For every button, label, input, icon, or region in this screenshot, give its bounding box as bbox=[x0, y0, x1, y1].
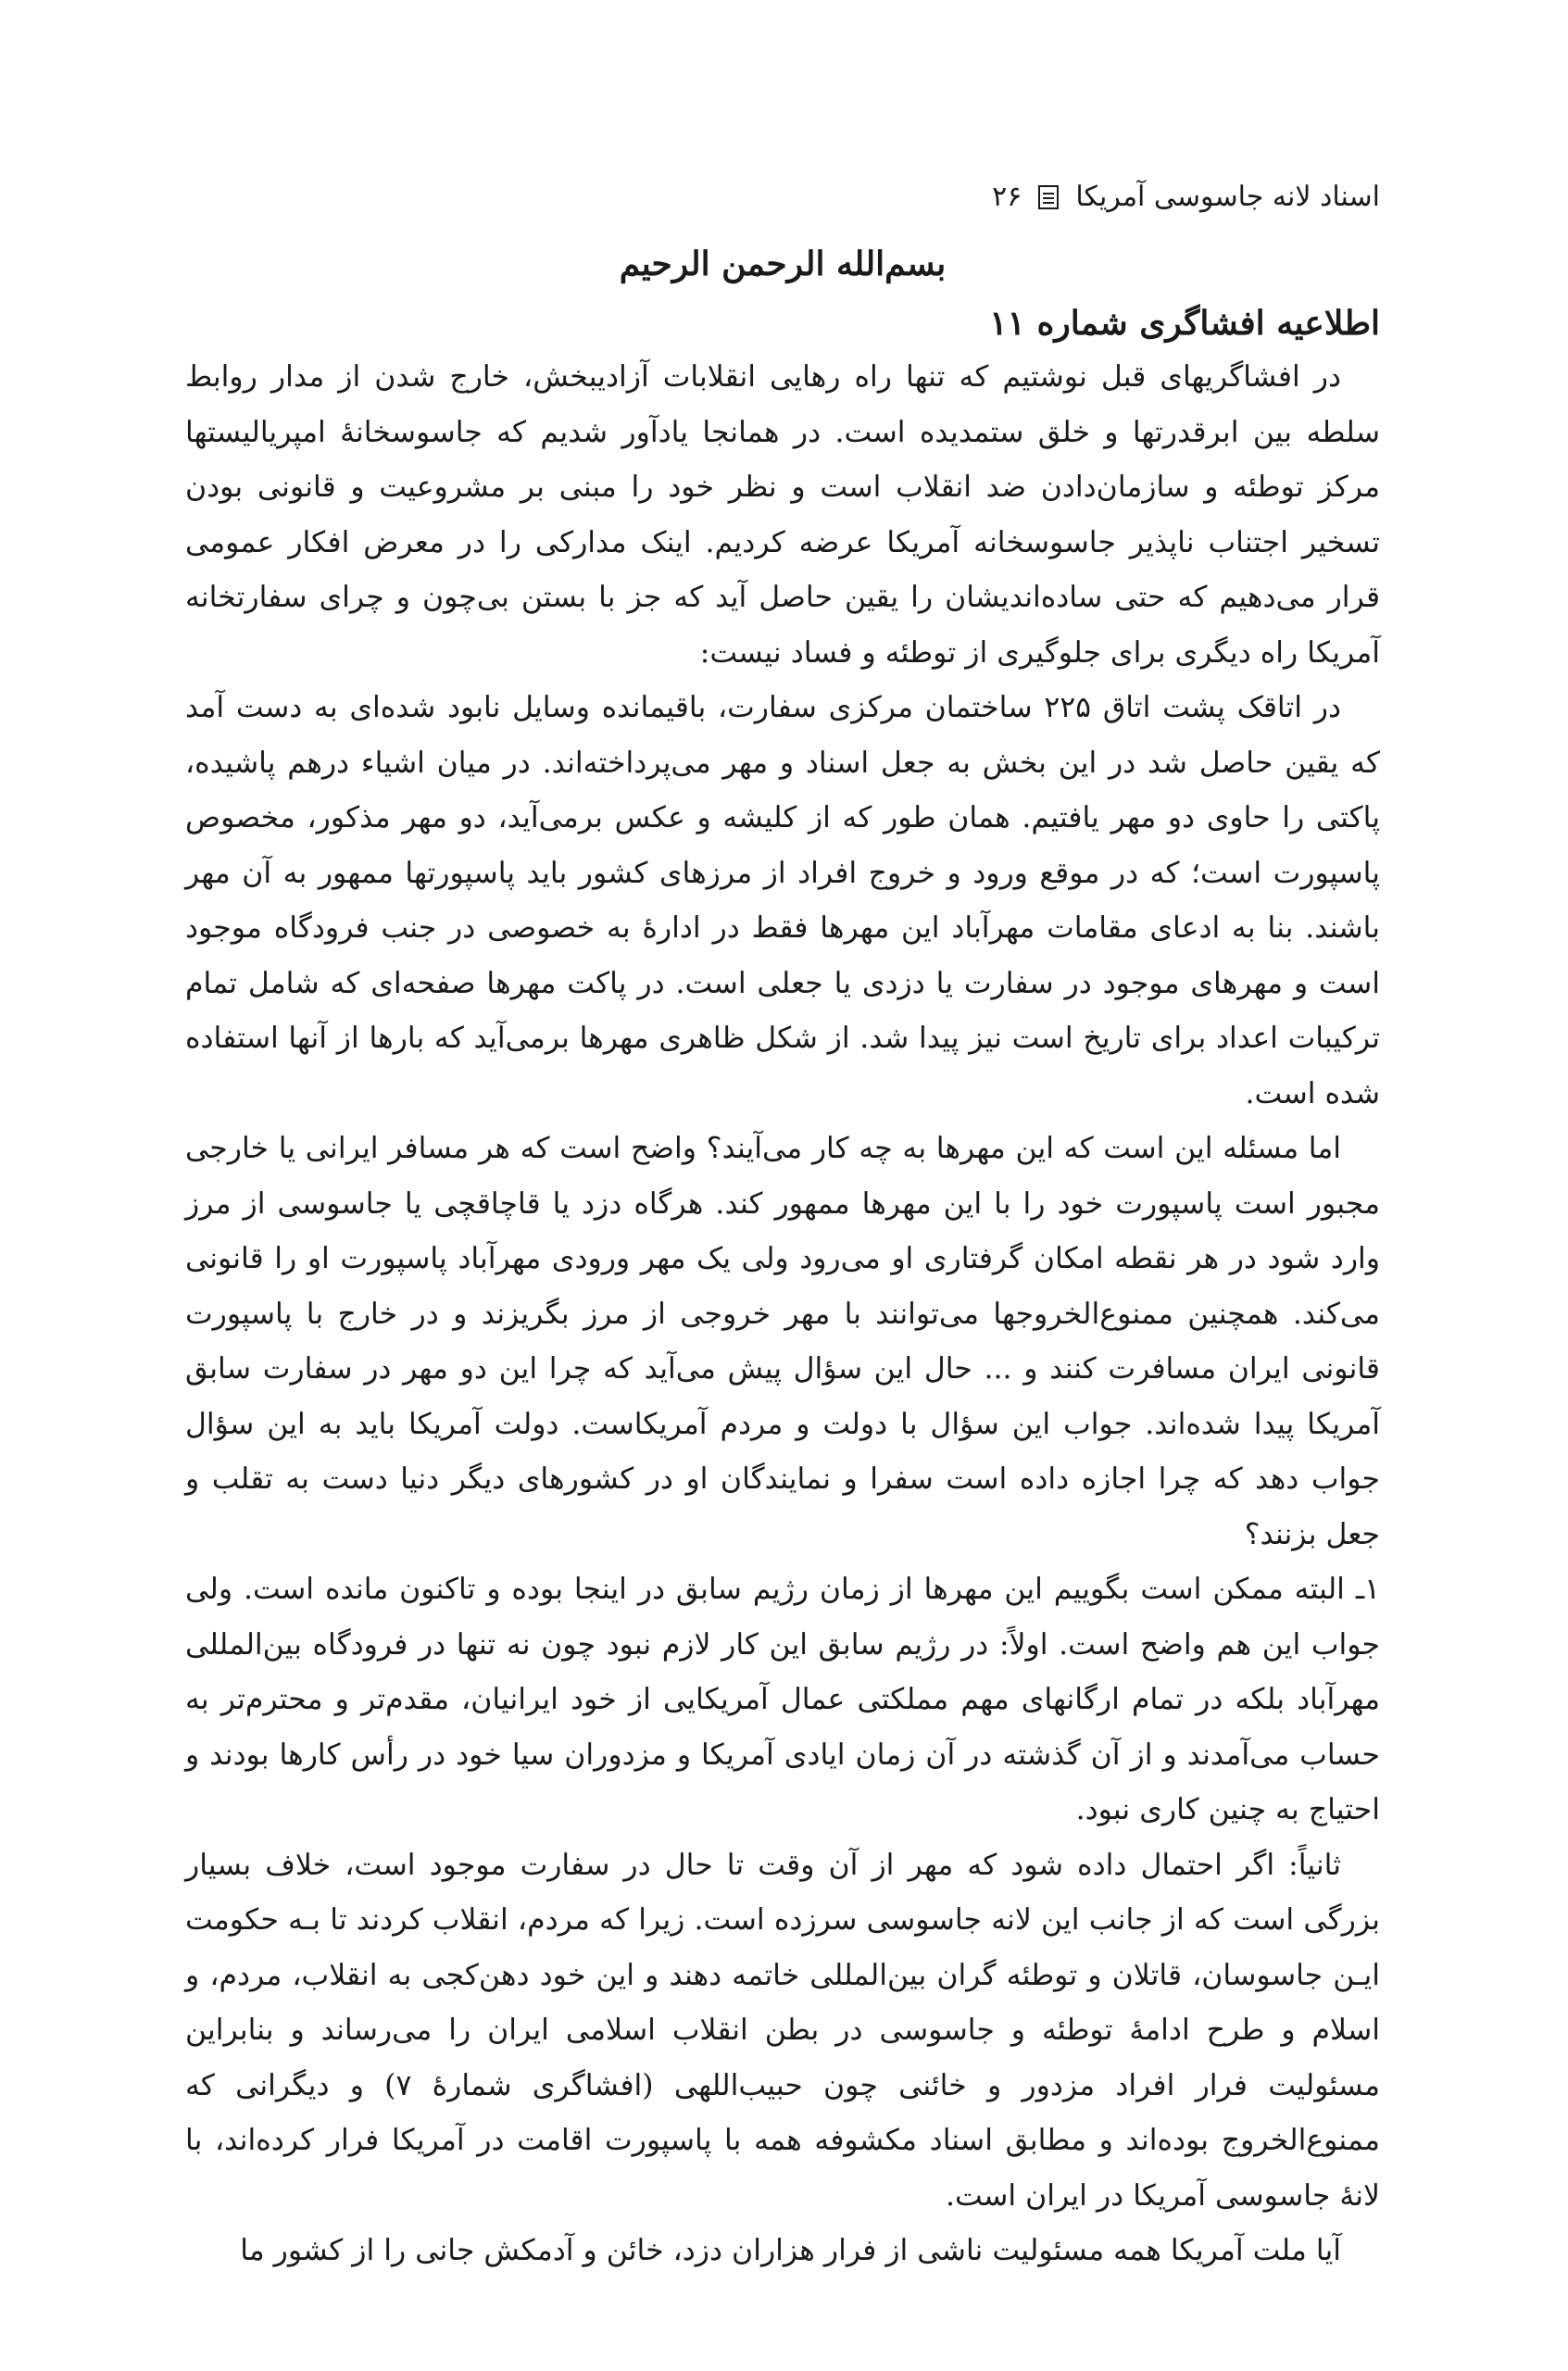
paragraph: ثانیاً: اگر احتمال داده شود که مهر از آن وقت تا حال در سفارت موجود است، خلاف بسیار بزرگی است که از جانب این لانه جاسوسی سرزده است. زیرا که مردم، انقلاب کردند تا بـه حکومت ایـن جاسوسان، قاتلان و توطئه گران بین‌المللی خاتمه دهند و این خود دهن‌کجی به انقلاب، مردم، و اسلام و طرح ادامهٔ توطئه و جاسوسی در بطن انقلاب اسلامی ایران را می‌رساند و بنابراین مسئولیت فرار افراد مزدور و خائنی چون حبیب‌اللهی (افشاگری شمارهٔ ۷) و دیگرانی که ممنوع‌الخروج بوده‌اند و مطابق اسناد مکشوفه همه با پاسپورت اقامت در آمریکا فرار کرده‌اند، با لانهٔ جاسوسی آمریکا در ایران است. bbox=[185, 1848, 1381, 2213]
running-header-right bbox=[992, 181, 1380, 213]
paragraph: ۱ـ البته ممکن است بگوییم این مهرها از زمان رژیم سابق در اینجا بوده و تاکنون مانده است. ولی جواب این هم واضح است. اولاً: در رژیم سابق این کار لازم نبود چون نه تنها در فرودگاه بین‌المللی مهرآباد بلکه در تمام ارگانهای مهم مملکتی عمال آمریکایی از خود ایرانیان، مقدم‌تر و محترم‌تر به حساب می‌آمدند و از آن گذشته در آن زمان ایادی آمریکا و مزدوران سیا خود در رأس کارها بودند و احتیاج به چنین کاری نبود. bbox=[185, 1573, 1380, 1826]
running-header bbox=[185, 181, 1380, 213]
notice-title: اطلاعیه افشاگری شماره ۱۱ bbox=[989, 304, 1380, 343]
paragraph: در افشاگریهای قبل نوشتیم که تنها راه رهایی انقلابات آزادیبخش، خارج شدن از مدار روابط سلطه بین ابرقدرتها و خلق ستمدیده است. در همانجا یادآور شدیم که جاسوسخانهٔ امپریالیستها مرکز توطئه و سازمان‌دادن ضد انقلاب است و نظر خود را مبنی بر مشروعیت و قانونی بودن تسخیر اجتناب ناپذیر جاسوسخانه آمریکا عرضه کردیم. اینک مدارکی را در معرض افکار عمومی قرار می‌دهیم که حتی ساده‌اندیشان را یقین حاصل آید که جز با بستن بی‌چون و چرای سفارتخانه آمریکا راه دیگری برای جلوگیری از توطئه و فساد نیست: bbox=[185, 360, 1380, 670]
document-icon bbox=[1038, 185, 1059, 209]
paragraph: اما مسئله این است که این مهرها به چه کار می‌آیند؟ واضح است که هر مسافر ایرانی یا خارجی مجبور است پاسپورت خود را با این مهرها ممهور کند. هرگاه دزد یا قاچاقچی یا جاسوسی از مرز وارد شود در هر نقطه امکان گرفتاری او می‌رود ولی یک مهر ورودی مهرآباد پاسپورت او را قانونی می‌کند. همچنین ممنوع‌الخروجها می‌توانند با مهر خروجی از مرز بگریزند و در خارج با پاسپورت قانونی ایران مسافرت کنند و ... حال این سؤال پیش می‌آید که چرا این دو مهر در سفارت سابق آمریکا پیدا شده‌اند. جواب این سؤال با دولت و مردم آمریکاست. دولت آمریکا باید به این سؤال جواب دهد که چرا اجازه داده است سفرا و نمایندگان او در کشورهای دیگر دنیا دست به تقلب و جعل بزنند؟ bbox=[185, 1132, 1380, 1551]
document-page bbox=[185, 181, 1380, 2279]
page-number: ۲۶ bbox=[992, 181, 1022, 213]
bismillah-heading: بسم‌الله الرحمن الرحیم bbox=[619, 245, 947, 283]
paragraph: آیا ملت آمریکا همه مسئولیت ناشی از فرار هزاران دزد، خائن و آدمکش جانی را از کشور ما bbox=[240, 2234, 1341, 2267]
body-text bbox=[185, 350, 1380, 2279]
running-title: اسناد لانه جاسوسی آمریکا bbox=[1075, 181, 1380, 213]
paragraph: در اتاقک پشت اتاق ۲۲۵ ساختمان مرکزی سفارت، باقیمانده وسایل نابود شده‌ای به دست آمد که یقین حاصل شد در این بخش به جعل اسناد و مهر می‌پرداخته‌اند. در میان اشیاء درهم پاشیده، پاکتی را حاوی دو مهر یافتیم. همان طور که از کلیشه و عکس برمی‌آید، دو مهر مذکور، مخصوص پاسپورت است؛ که در موقع ورود و خروج افراد از مرزهای کشور باید پاسپورتها ممهور به آن مهر باشند. بنا به ادعای مقامات مهرآباد این مهرها فقط در ادارهٔ به خصوصی در جنب فرودگاه موجود است و مهرهای موجود در سفارت یا دزدی یا جعلی است. در پاکت مهرها صفحه‌ای که شامل تمام ترکیبات اعداد برای تاریخ است نیز پیدا شد. از شکل ظاهری مهرها برمی‌آید که بارها از آنها استفاده شده است. bbox=[185, 691, 1380, 1110]
